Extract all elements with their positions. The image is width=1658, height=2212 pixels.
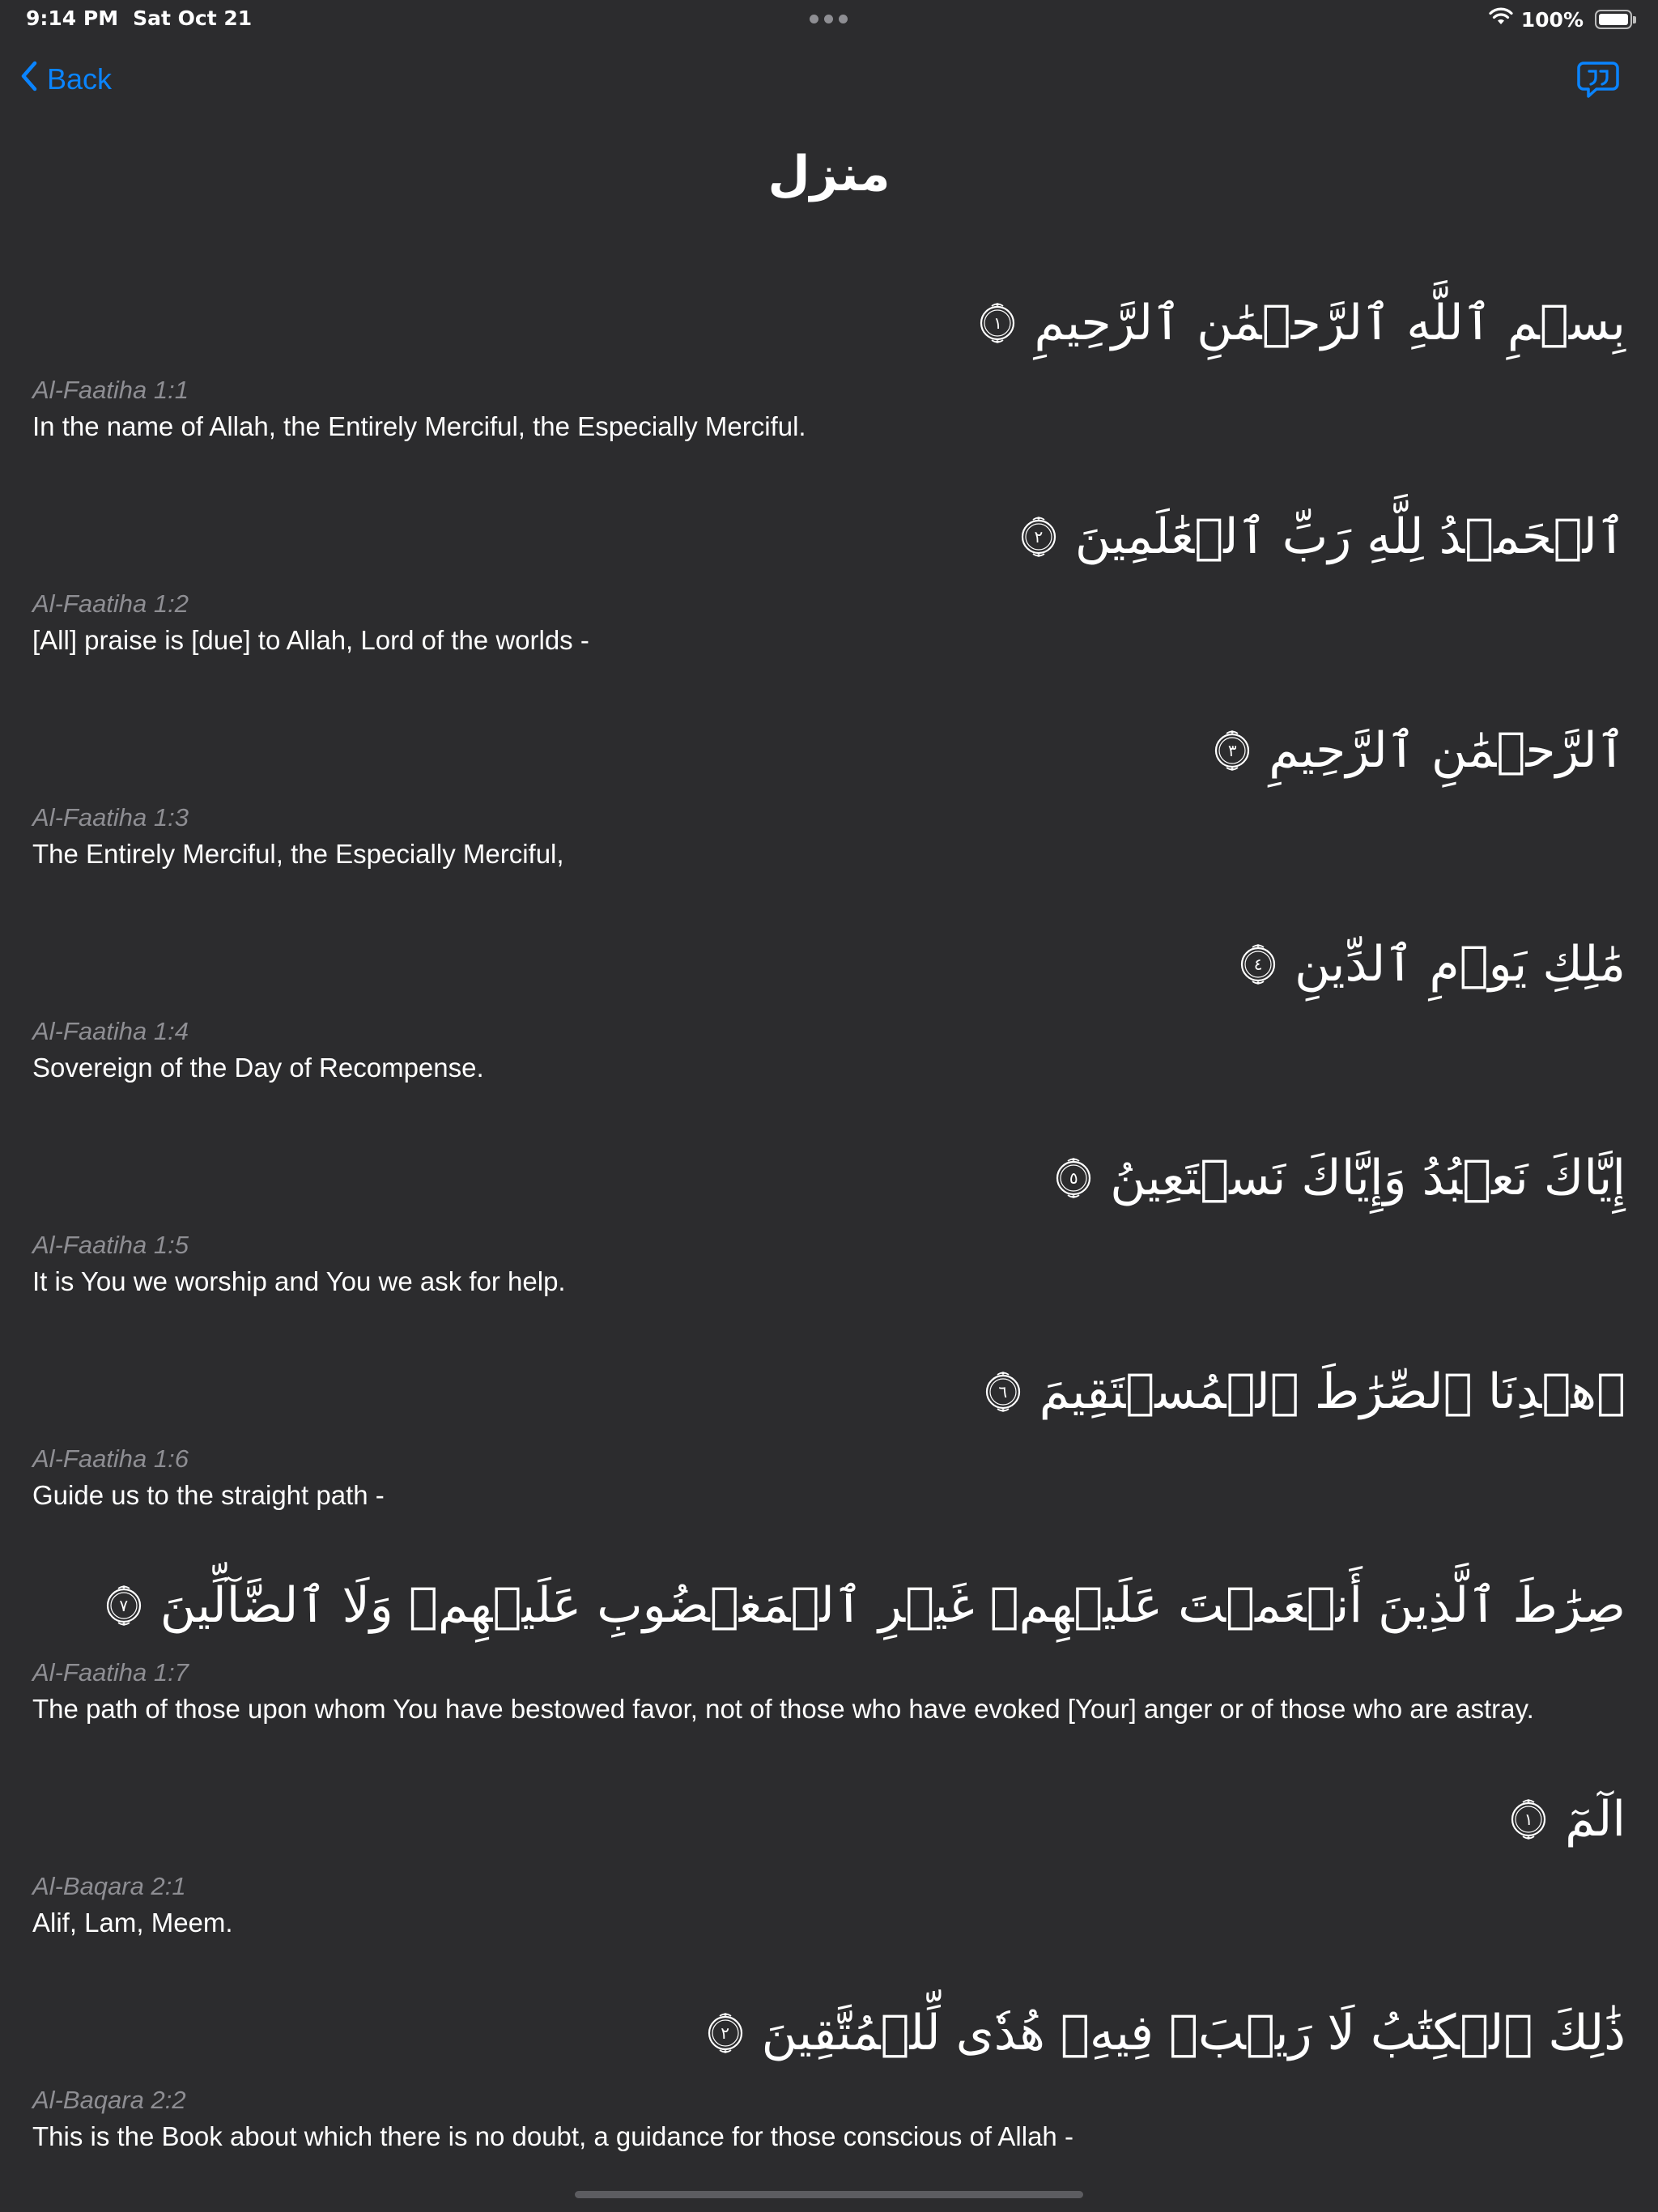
home-indicator[interactable] bbox=[575, 2191, 1083, 2198]
arabic-text: الٓمٓ bbox=[1565, 1791, 1626, 1848]
verse-row[interactable] bbox=[0, 1985, 1658, 2199]
arabic-text: ٱلرَّحۡمَٰنِ ٱلرَّحِيمِ bbox=[1269, 722, 1626, 779]
arabic-text: إِيَّاكَ نَعۡبُدُ وَإِيَّاكَ نَسۡتَعِينُ bbox=[1110, 1150, 1626, 1206]
verse-translation: The Entirely Merciful, the Especially Merciful, bbox=[32, 839, 564, 869]
verse-reference: Al-Faatiha 1:7 bbox=[32, 1658, 189, 1687]
verse-arabic bbox=[976, 287, 1626, 359]
ayah-number: ٢ bbox=[1034, 527, 1044, 547]
verse-row[interactable] bbox=[0, 1558, 1658, 1772]
multitasking-dots-icon[interactable] bbox=[810, 15, 848, 24]
arabic-text: ذَٰلِكَ ٱلۡكِتَٰبُ لَا رَيۡبَۛ فِيهِۛ هُدٗى لِّلۡمُتَّقِينَ bbox=[761, 2005, 1626, 2061]
verse-reference: Al-Faatiha 1:1 bbox=[32, 376, 189, 404]
back-button[interactable] bbox=[19, 60, 112, 99]
ayah-number-icon bbox=[1017, 515, 1061, 559]
wifi-icon bbox=[1489, 7, 1513, 32]
quote-bubble-button[interactable] bbox=[1577, 60, 1619, 100]
arabic-text: ٱهۡدِنَا ٱلصِّرَٰطَ ٱلۡمُسۡتَقِيمَ bbox=[1039, 1363, 1626, 1420]
verse-arabic bbox=[981, 1355, 1626, 1428]
verse-row[interactable] bbox=[0, 917, 1658, 1130]
verse-reference: Al-Faatiha 1:3 bbox=[32, 803, 189, 832]
ayah-number: ١ bbox=[993, 313, 1002, 333]
ayah-number-icon bbox=[1210, 729, 1254, 772]
arabic-text: ٱلۡحَمۡدُ لِلَّهِ رَبِّ ٱلۡعَٰلَمِينَ bbox=[1074, 508, 1626, 565]
chevron-left-icon bbox=[19, 60, 39, 100]
ayah-number: ١ bbox=[1524, 1810, 1533, 1829]
verse-reference: Al-Baqara 2:1 bbox=[32, 1872, 186, 1900]
ayah-number-icon bbox=[1507, 1797, 1550, 1841]
ayah-number: ٣ bbox=[1227, 741, 1237, 760]
verse-row[interactable] bbox=[0, 1772, 1658, 1985]
verse-translation: The path of those upon whom You have bestowed favor, not of those who have evoked [Your] anger or of those who are astray. bbox=[32, 1694, 1534, 1724]
ayah-number: ٢ bbox=[721, 2023, 729, 2043]
verse-translation: It is You we worship and You we ask for help. bbox=[32, 1266, 566, 1296]
ayah-number-icon bbox=[1236, 942, 1280, 986]
verse-row[interactable] bbox=[0, 1130, 1658, 1344]
verse-reference: Al-Faatiha 1:6 bbox=[32, 1444, 189, 1473]
verse-row[interactable] bbox=[0, 1344, 1658, 1558]
ayah-number-icon bbox=[976, 301, 1019, 345]
verse-translation: In the name of Allah, the Entirely Merciful, the Especially Merciful. bbox=[32, 411, 806, 441]
verse-arabic bbox=[1236, 928, 1626, 1001]
verse-arabic bbox=[1017, 500, 1626, 573]
ayah-number: ٦ bbox=[998, 1382, 1008, 1402]
verse-translation: [All] praise is [due] to Allah, Lord of the worlds - bbox=[32, 625, 589, 655]
verse-translation: Sovereign of the Day of Recompense. bbox=[32, 1053, 484, 1083]
status-date: Sat Oct 21 bbox=[133, 6, 253, 30]
back-label: Back bbox=[47, 62, 113, 96]
quote-bubble-icon bbox=[1577, 88, 1619, 104]
verse-arabic bbox=[1210, 714, 1626, 787]
verse-arabic bbox=[704, 1997, 1626, 2069]
status-time: 9:14 PM bbox=[26, 6, 119, 30]
verse-row[interactable] bbox=[0, 275, 1658, 489]
verse-translation: Alif, Lam, Meem. bbox=[32, 1908, 233, 1938]
navigation-bar bbox=[0, 49, 1658, 113]
ayah-number: ٤ bbox=[1253, 955, 1263, 974]
verse-row[interactable] bbox=[0, 489, 1658, 703]
page-title: منزل bbox=[767, 146, 891, 202]
verse-arabic bbox=[1052, 1142, 1626, 1214]
ayah-number-icon bbox=[1052, 1156, 1095, 1200]
ayah-number-icon bbox=[981, 1370, 1025, 1414]
status-bar bbox=[0, 0, 1658, 39]
battery-percent: 100% bbox=[1520, 7, 1584, 32]
arabic-text: بِسۡمِ ٱللَّهِ ٱلرَّحۡمَٰنِ ٱلرَّحِيمِ bbox=[1034, 295, 1626, 351]
arabic-text: مَٰلِكِ يَوۡمِ ٱلدِّينِ bbox=[1295, 936, 1626, 993]
verse-list[interactable] bbox=[0, 275, 1658, 2199]
ayah-number: ٧ bbox=[119, 1596, 129, 1615]
verse-translation: Guide us to the straight path - bbox=[32, 1480, 385, 1510]
ayah-number-icon bbox=[102, 1584, 146, 1627]
verse-translation: This is the Book about which there is no doubt, a guidance for those conscious of Allah - bbox=[32, 2121, 1073, 2151]
status-right bbox=[1489, 6, 1632, 32]
ayah-number: ٥ bbox=[1069, 1168, 1078, 1188]
status-left bbox=[26, 6, 252, 30]
ayah-number-icon bbox=[704, 2011, 747, 2055]
verse-reference: Al-Faatiha 1:4 bbox=[32, 1017, 189, 1045]
verse-reference: Al-Faatiha 1:5 bbox=[32, 1231, 189, 1259]
verse-reference: Al-Baqara 2:2 bbox=[32, 2086, 186, 2114]
verse-row[interactable] bbox=[0, 703, 1658, 917]
arabic-text: صِرَٰطَ ٱلَّذِينَ أَنۡعَمۡتَ عَلَيۡهِمۡ غَيۡرِ ٱلۡمَغۡضُوبِ عَلَيۡهِمۡ وَلَا ٱلضَّآلِّينَ bbox=[159, 1577, 1626, 1634]
verse-arabic bbox=[102, 1569, 1626, 1642]
verse-reference: Al-Faatiha 1:2 bbox=[32, 589, 189, 618]
battery-icon bbox=[1595, 10, 1632, 29]
verse-arabic bbox=[1507, 1783, 1626, 1856]
